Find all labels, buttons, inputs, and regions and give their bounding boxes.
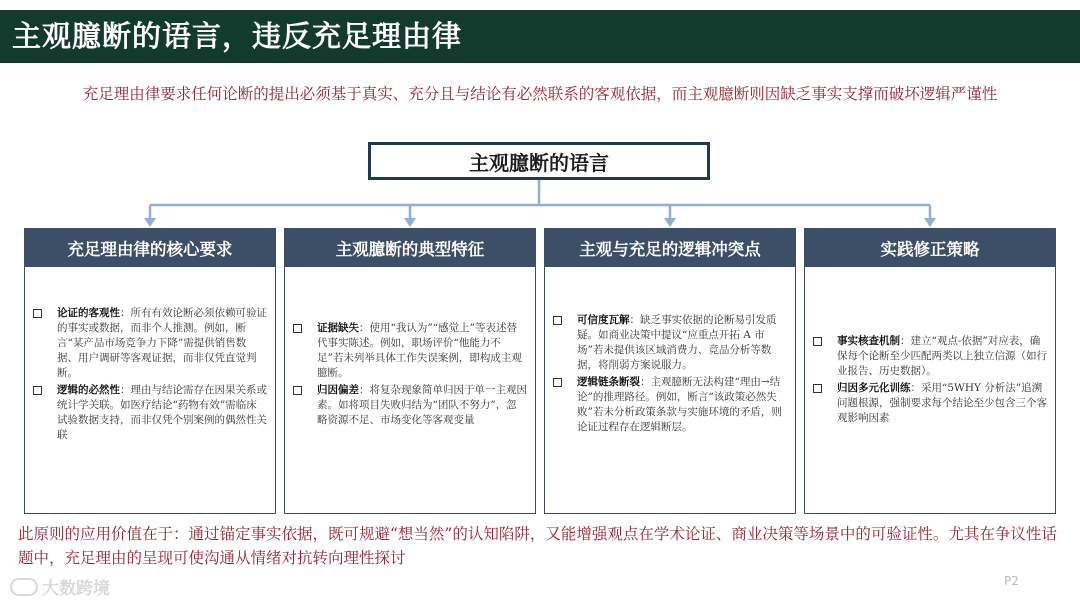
column-body (553, 313, 787, 437)
checkbox-bullet-icon (293, 324, 302, 333)
item-text: ：缺乏事实依据的论断易引发质疑。如商业决策中提议“应重点开拓 A 市场”若未提供该区域消费力、竞品分析等数据，将削弱方案说服力。 (577, 314, 777, 371)
item-term: 逻辑链条断裂 (577, 376, 640, 388)
column-body (293, 321, 527, 430)
arrow-head-3 (664, 218, 676, 227)
item-text: ：建立“观点-依据”对应表，确保每个论断至少匹配两类以上独立信源（如行业报告、历史数据）。 (837, 335, 1047, 377)
checkbox-bullet-icon (553, 378, 562, 387)
list-item (813, 334, 1047, 379)
list-item (293, 321, 527, 381)
page-title: 主观臆断的语言，违反充足理由律 (12, 19, 463, 53)
arrow-head-1 (144, 218, 156, 227)
item-text: ：所有有效论断必须依赖可验证的事实或数据，而非个人推测。例如，断言“某产品市场竞争力下降”需提供销售数据、用户调研等客观证据，而非仅凭直觉判断。 (57, 307, 267, 379)
page-number: P2 (1004, 574, 1019, 588)
list-item (293, 383, 527, 428)
item-text: ：采用“5WHY 分析法”追溯问题根源，强制要求每个结论至少包含三个客观影响因素 (837, 382, 1047, 424)
watermark-text: 大数跨境 (42, 579, 110, 599)
column-typical-features (284, 228, 536, 514)
column-core-requirements (24, 228, 276, 514)
list-item (553, 375, 787, 435)
list-item (33, 383, 267, 443)
item-term: 证据缺失 (317, 322, 359, 334)
watermark-logo-icon (10, 578, 38, 596)
item-term: 事实核查机制 (837, 335, 900, 347)
item-text: ：使用“我认为”“感觉上”等表述替代事实陈述。例如，职场评价“他能力不足”若未列举具体工作失误案例，即构成主观臆断。 (317, 322, 522, 379)
center-topic-box: 主观臆断的语言 (368, 142, 710, 180)
checkbox-bullet-icon (553, 316, 562, 325)
item-term: 归因偏差 (317, 384, 359, 396)
checkbox-bullet-icon (33, 386, 42, 395)
item-term: 论证的客观性 (57, 307, 120, 319)
arrow-head-4 (924, 218, 936, 227)
checkbox-bullet-icon (33, 309, 42, 318)
column-body (33, 306, 267, 445)
item-term: 逻辑的必然性 (57, 384, 120, 396)
item-term: 归因多元化训练 (837, 382, 911, 394)
list-item (553, 313, 787, 373)
column-header: 实践修正策略 (805, 229, 1055, 267)
closing-text: 此原则的应用价值在于：通过锚定事实依据，既可规避“想当然”的认知陷阱，又能增强观点在学术论证、商业决策等场景中的可验证性。尤其在争议性话题中，充足理由的呈现可使沟通从情绪对抗转向理性探讨 (18, 525, 1057, 567)
column-logic-conflicts (544, 228, 796, 514)
intro-text: 充足理由律要求任何论断的提出必须基于真实、充分且与结论有必然联系的客观依据，而主观臆断则因缺乏事实支撑而破坏逻辑严谨性 (82, 85, 998, 103)
column-header: 充足理由律的核心要求 (25, 229, 275, 267)
column-body (813, 334, 1047, 428)
item-term: 可信度瓦解 (577, 314, 630, 326)
item-text: ：主观臆断无法构建“理由→结论”的推理路径。例如，断言“该政策必然失败”若未分析政策条款与实施环境的矛盾，则论证过程存在逻辑断层。 (577, 376, 782, 433)
watermark (10, 574, 110, 599)
checkbox-bullet-icon (813, 337, 822, 346)
list-item (813, 381, 1047, 426)
item-text: ：理由与结论需存在因果关系或统计学关联。如医疗结论“药物有效”需临床试验数据支持，而非仅凭个别案例的偶然性关联 (57, 384, 267, 441)
arrow-head-2 (404, 218, 416, 227)
list-item (33, 306, 267, 381)
column-header: 主观臆断的典型特征 (285, 229, 535, 267)
column-header: 主观与充足的逻辑冲突点 (545, 229, 795, 267)
column-correction-strategies (804, 228, 1056, 514)
checkbox-bullet-icon (813, 384, 822, 393)
item-text: ：将复杂现象简单归因于单一主观因素。如将项目失败归结为“团队不努力”，忽略资源不足、市场变化等客观变量 (317, 384, 527, 426)
checkbox-bullet-icon (293, 386, 302, 395)
